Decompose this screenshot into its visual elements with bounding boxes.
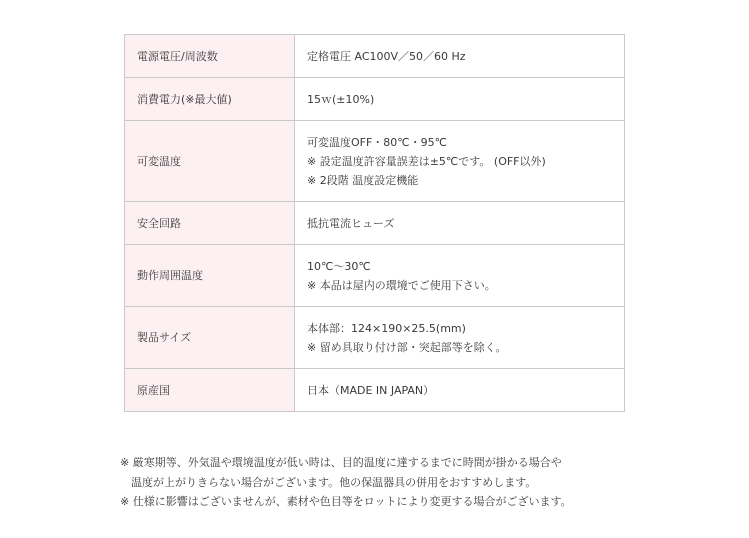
row-value xyxy=(295,369,625,412)
value-line: 本体部：124×190×25.5(mm) xyxy=(307,321,466,335)
table-row-safety-circuit xyxy=(125,202,625,245)
value-line: 可変温度OFF・80℃・95℃ xyxy=(307,135,448,149)
row-label: 製品サイズ xyxy=(125,307,295,369)
value-line: ※ 本品は屋内の環境でご使用下さい。 xyxy=(307,278,496,292)
notes-section xyxy=(120,453,572,512)
value-line: 10℃〜30℃ xyxy=(307,259,371,273)
row-value xyxy=(295,35,625,78)
table-row-variable-temperature xyxy=(125,121,625,202)
row-value xyxy=(295,78,625,121)
value-line: ※ 2段階 温度設定機能 xyxy=(307,173,419,187)
table-row-power-supply xyxy=(125,35,625,78)
note-line: ※ 厳寒期等、外気温や環境温度が低い時は、目的温度に達するまでに時間が掛かる場合や xyxy=(120,456,562,469)
value-line: 定格電圧 AC100V／50／60 Hz xyxy=(307,49,466,63)
spec-table xyxy=(124,34,625,412)
row-label: 安全回路 xyxy=(125,202,295,245)
table-row-power-consumption xyxy=(125,78,625,121)
row-value xyxy=(295,121,625,202)
row-label: 消費電力(※最大値) xyxy=(125,78,295,121)
row-value xyxy=(295,245,625,307)
table-row-operating-temperature xyxy=(125,245,625,307)
value-line: 抵抗電流ヒューズ xyxy=(307,216,395,230)
value-line: 15ｗ(±10%) xyxy=(307,92,375,106)
row-label: 原産国 xyxy=(125,369,295,412)
table-row-country-of-origin xyxy=(125,369,625,412)
row-value xyxy=(295,202,625,245)
value-line: ※ 設定温度許容量誤差は±5℃です。 (OFF以外) xyxy=(307,154,546,168)
row-label: 電源電圧/周波数 xyxy=(125,35,295,78)
row-value xyxy=(295,307,625,369)
value-line: 日本（MADE IN JAPAN） xyxy=(307,383,435,397)
value-line: ※ 留め具取り付け部・突起部等を除く。 xyxy=(307,340,507,354)
row-label: 可変温度 xyxy=(125,121,295,202)
table-row-product-size xyxy=(125,307,625,369)
row-label: 動作周囲温度 xyxy=(125,245,295,307)
note-line: ※ 仕様に影響はございませんが、素材や色目等をロットにより変更する場合がございます。 xyxy=(120,495,572,508)
note-line: 温度が上がりきらない場合がございます。他の保温器具の併用をおすすめします。 xyxy=(131,475,537,489)
